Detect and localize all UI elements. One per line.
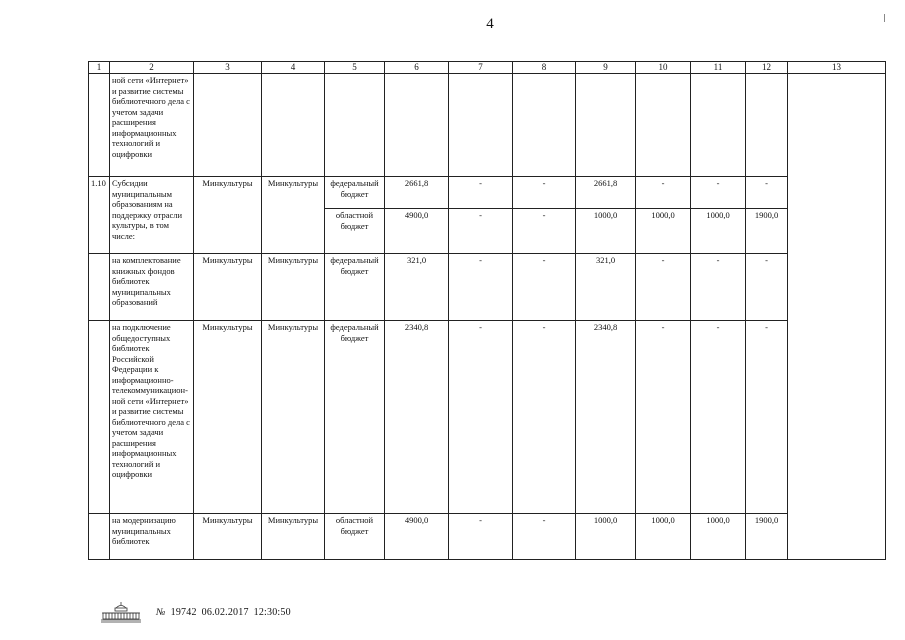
header-cell-7: 7 [449,62,513,74]
funding-source: федеральный бюджет [325,177,385,209]
header-cell-5: 5 [325,62,385,74]
document-footer [100,601,296,623]
document-number: 19742 [170,606,197,618]
document-time: 12:30:50 [253,606,291,618]
table-row [89,254,886,321]
executor-1: Минкультуры [194,177,262,254]
header-cell-4: 4 [262,62,325,74]
row-name: на модернизацию муниципальных библиотек [110,514,194,560]
value-cell: - [513,514,576,560]
executor-1: Минкультуры [194,321,262,514]
header-cell-1: 1 [89,62,110,74]
value-cell: 1000,0 [636,209,691,254]
executor-1: Минкультуры [194,254,262,321]
value-cell: - [449,321,513,514]
header-cell-11: 11 [691,62,746,74]
header-cell-8: 8 [513,62,576,74]
value-cell: - [746,177,788,209]
value-cell: 321,0 [576,254,636,321]
value-cell: - [746,321,788,514]
table-row [89,74,886,177]
column-13-cell [788,74,886,560]
value-cell: 321,0 [385,254,449,321]
header-cell-9: 9 [576,62,636,74]
value-cell: 2340,8 [385,321,449,514]
row-code: 1.10 [89,177,110,254]
value-cell: - [513,209,576,254]
value-cell: 1900,0 [746,209,788,254]
value-cell: 1000,0 [576,514,636,560]
executor-2: Минкультуры [262,514,325,560]
value-cell: 2661,8 [576,177,636,209]
executor-2: Минкультуры [262,321,325,514]
value-cell: 1900,0 [746,514,788,560]
header-row [89,62,886,74]
value-cell: 2661,8 [385,177,449,209]
row-name: на подключение общедоступных библиотек Российской Федерации к информационно-телекоммуникацион-ной сети «Интернет» и развитие системы библиотечного дела с учетом задачи расширения информационных технологий и оцифровки [110,321,194,514]
value-cell: 4900,0 [385,209,449,254]
document-date: 06.02.2017 [201,606,249,618]
executor-2: Минкультуры [262,177,325,254]
funding-source: областной бюджет [325,514,385,560]
executor-2: Минкультуры [262,254,325,321]
row-name: ной сети «Интернет» и развитие системы библиотечного дела с учетом задачи расширения информационных технологий и оцифровки [110,74,194,177]
funding-source: областной бюджет [325,209,385,254]
value-cell: - [449,177,513,209]
value-cell: - [691,321,746,514]
document-reference [156,607,296,618]
table-row [89,177,886,209]
value-cell: - [746,254,788,321]
header-cell-2: 2 [110,62,194,74]
number-sign: № [156,606,166,618]
value-cell: - [449,514,513,560]
header-cell-6: 6 [385,62,449,74]
value-cell: - [449,254,513,321]
value-cell: - [636,177,691,209]
table-row [89,321,886,514]
value-cell: - [636,321,691,514]
header-cell-3: 3 [194,62,262,74]
value-cell: - [636,254,691,321]
row-name: Субсидии муниципальным образованиям на поддержку отрасли культуры, в том числе: [110,177,194,254]
table-row [89,514,886,560]
value-cell: - [691,254,746,321]
value-cell: - [449,209,513,254]
value-cell: 1000,0 [691,514,746,560]
header-cell-12: 12 [746,62,788,74]
header-cell-13: 13 [788,62,886,74]
budget-table [88,61,886,560]
value-cell: - [513,254,576,321]
executor-1: Минкультуры [194,514,262,560]
value-cell: 1000,0 [576,209,636,254]
value-cell: 1000,0 [691,209,746,254]
page-number: 4 [486,16,494,32]
value-cell: 1000,0 [636,514,691,560]
edge-mark [884,14,885,22]
value-cell: - [513,321,576,514]
value-cell: 4900,0 [385,514,449,560]
government-building-logo [100,601,142,623]
value-cell: - [691,177,746,209]
header-cell-10: 10 [636,62,691,74]
value-cell: 2340,8 [576,321,636,514]
funding-source: федеральный бюджет [325,321,385,514]
funding-source: федеральный бюджет [325,254,385,321]
value-cell: - [513,177,576,209]
row-name: на комплектование книжных фондов библиотек муниципальных образований [110,254,194,321]
